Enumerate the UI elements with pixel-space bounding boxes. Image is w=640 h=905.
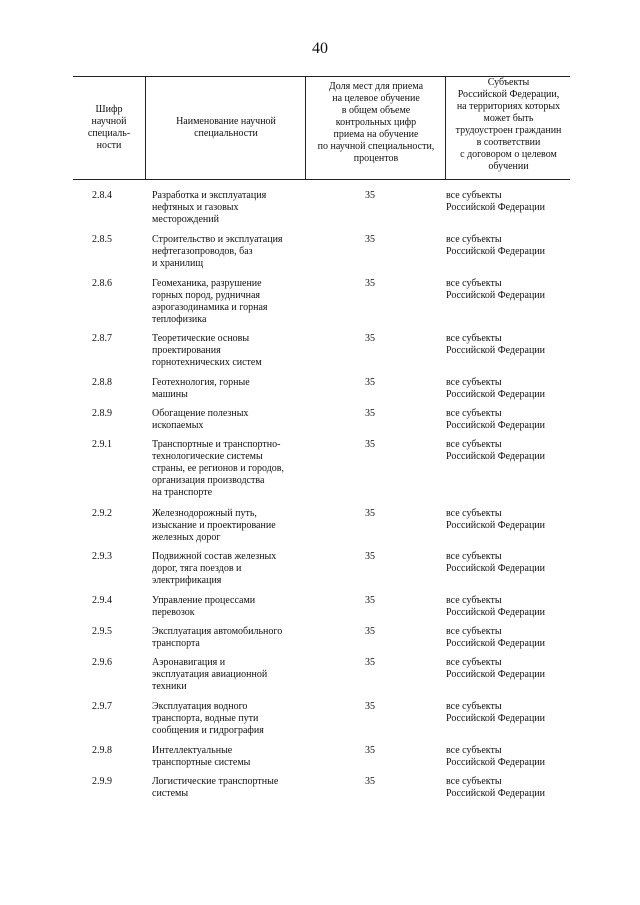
row-name: Строительство и эксплуатация нефтегазопроводов, баз и хранилищ: [152, 234, 283, 269]
row-share: 35: [365, 551, 375, 562]
row-share: 35: [365, 377, 375, 388]
row-code: 2.8.7: [92, 333, 112, 344]
row-subjects: все субъекты Российской Федерации: [446, 776, 546, 799]
row-code: 2.9.6: [92, 657, 112, 668]
row-share: 35: [365, 701, 375, 712]
row-code: 2.8.5: [92, 234, 112, 245]
row-code: 2.9.9: [92, 776, 112, 787]
row-name: Транспортные и транспортно- технологические системы страны, ее регионов и городов, организация производства на транспорте: [152, 439, 285, 498]
row-subjects: все субъекты Российской Федерации: [446, 657, 546, 680]
row-share: 35: [365, 234, 375, 245]
row-name: Геомеханика, разрушение горных пород, рудничная аэрогазодинамика и горная теплофизика: [152, 278, 268, 325]
row-share: 35: [365, 657, 375, 668]
row-share: 35: [365, 776, 375, 787]
row-code: 2.9.4: [92, 595, 112, 606]
row-share: 35: [365, 745, 375, 756]
row-subjects: все субъекты Российской Федерации: [446, 439, 546, 462]
row-subjects: все субъекты Российской Федерации: [446, 278, 546, 301]
row-name: Обогащение полезных ископаемых: [152, 408, 249, 431]
row-share: 35: [365, 595, 375, 606]
row-share: 35: [365, 508, 375, 519]
row-subjects: все субъекты Российской Федерации: [446, 551, 546, 574]
row-subjects: все субъекты Российской Федерации: [446, 333, 546, 356]
row-subjects: все субъекты Российской Федерации: [446, 508, 546, 531]
row-code: 2.8.8: [92, 377, 112, 388]
row-name: Подвижной состав железных дорог, тяга поездов и электрификация: [152, 551, 277, 586]
row-name: Теоретические основы проектирования горнотехнических систем: [152, 333, 262, 368]
row-code: 2.9.7: [92, 701, 112, 712]
row-code: 2.8.6: [92, 278, 112, 289]
row-subjects: все субъекты Российской Федерации: [446, 408, 546, 431]
row-name: Интеллектуальные транспортные системы: [152, 745, 251, 768]
row-name: Железнодорожный путь, изыскание и проектирование железных дорог: [152, 508, 276, 543]
header-code: Шифр научной специаль- ности: [87, 104, 131, 151]
row-subjects: все субъекты Российской Федерации: [446, 745, 546, 768]
row-subjects: все субъекты Российской Федерации: [446, 701, 546, 724]
row-code: 2.9.5: [92, 626, 112, 637]
row-share: 35: [365, 408, 375, 419]
row-name: Эксплуатация водного транспорта, водные пути сообщения и гидрография: [152, 701, 264, 736]
row-subjects: все субъекты Российской Федерации: [446, 190, 546, 213]
row-name: Геотехнология, горные машины: [152, 377, 250, 400]
row-code: 2.9.2: [92, 508, 112, 519]
row-share: 35: [365, 278, 375, 289]
row-subjects: все субъекты Российской Федерации: [446, 377, 546, 400]
row-share: 35: [365, 333, 375, 344]
row-name: Разработка и эксплуатация нефтяных и газовых месторождений: [152, 190, 267, 225]
row-code: 2.9.3: [92, 551, 112, 562]
page-number: 40: [312, 40, 328, 57]
row-name: Эксплуатация автомобильного транспорта: [152, 626, 283, 649]
row-subjects: все субъекты Российской Федерации: [446, 626, 546, 649]
header-share: Доля мест для приема на целевое обучение в общем объеме контрольных цифр приема на обучение по научной специальности, процентов: [305, 77, 446, 179]
row-code: 2.8.4: [92, 190, 112, 201]
header-subjects: Субъекты Российской Федерации, на территориях которых может быть трудоустроен гражданин в соответствии с договором о целевом обучении: [445, 77, 571, 179]
table-header: [73, 76, 570, 180]
row-share: 35: [365, 190, 375, 201]
header-name: Наименование научной специальности: [145, 77, 306, 179]
row-code: 2.9.8: [92, 745, 112, 756]
row-subjects: все субъекты Российской Федерации: [446, 234, 546, 257]
row-name: Аэронавигация и эксплуатация авиационной техники: [152, 657, 268, 692]
row-code: 2.9.1: [92, 439, 112, 450]
row-name: Логистические транспортные системы: [152, 776, 279, 799]
row-share: 35: [365, 439, 375, 450]
row-code: 2.8.9: [92, 408, 112, 419]
row-share: 35: [365, 626, 375, 637]
row-name: Управление процессами перевозок: [152, 595, 256, 618]
row-subjects: все субъекты Российской Федерации: [446, 595, 546, 618]
